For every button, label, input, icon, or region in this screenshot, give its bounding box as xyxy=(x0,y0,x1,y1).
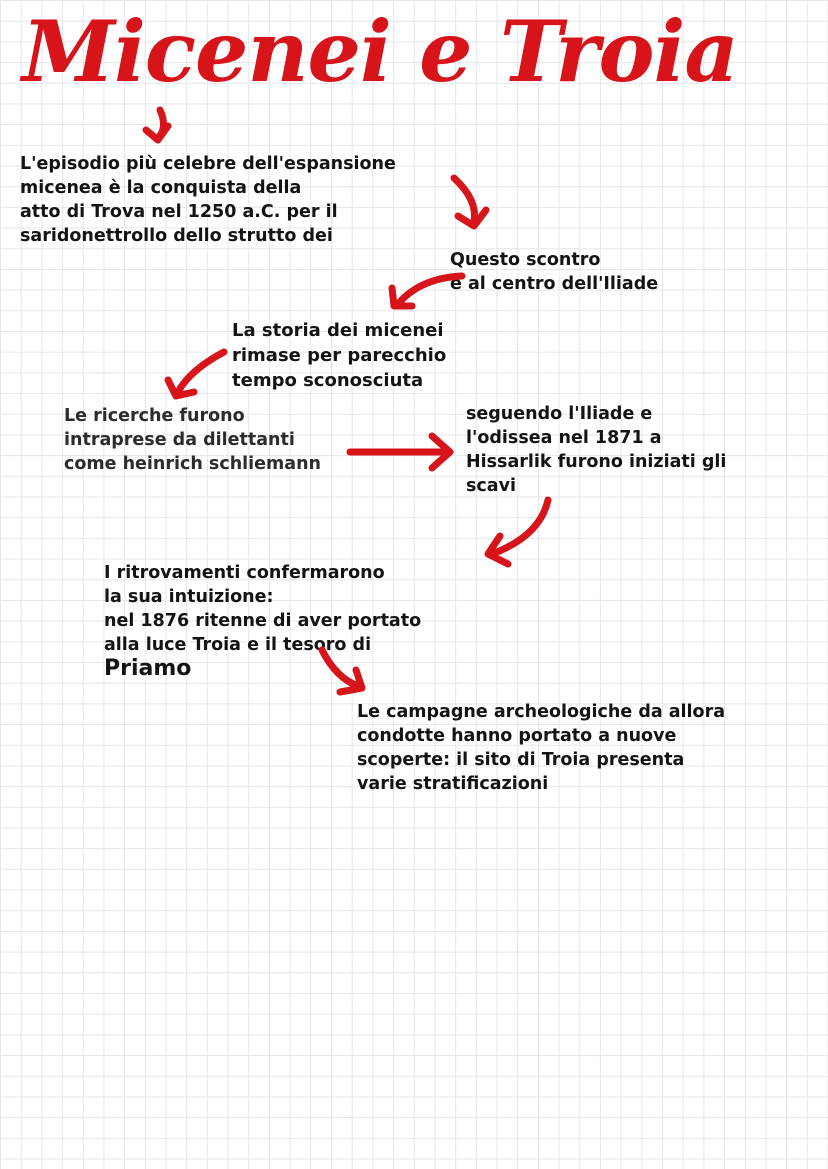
note-scontro: Questo scontro è al centro dell'Iliade xyxy=(450,250,659,294)
arrow-storia-to-ricerche xyxy=(168,352,224,396)
note-ritrovamenti-end: Priamo xyxy=(104,656,192,681)
arrow-scavi-to-ritrovamenti xyxy=(488,500,548,564)
note-campagne: Le campagne archeologiche da allora condotte hanno portato a nuove scoperte: il sito di Troia presenta varie stratificazioni xyxy=(357,702,726,794)
arrow-ricerche-to-scavi xyxy=(350,436,450,468)
arrow-ritrovamenti-to-campagne xyxy=(322,650,362,692)
note-scavi: seguendo l'Iliade e l'odissea nel 1871 a Hissarlik furono iniziati gli scavi xyxy=(466,404,727,496)
arrow-scontro-to-storia xyxy=(392,276,462,306)
arrow-to-scontro xyxy=(454,178,486,226)
note-espansione: L'episodio più celebre dell'espansione micenea è la conquista della atto di Trova nel 1250 a.C. per il saridonettrollo dello strutto dei xyxy=(20,154,396,246)
note-ricerche: Le ricerche furono intraprese da dilettanti come heinrich schliemann xyxy=(64,406,322,474)
page-title: Micenei e Troia xyxy=(22,2,738,101)
arrow-title-down xyxy=(146,110,168,140)
note-ritrovamenti-text: I ritrovamenti confermarono la sua intuizione: nel 1876 ritenne di aver portato alla luce Troia e il tesoro di xyxy=(104,563,422,655)
note-storia: La storia dei micenei rimase per parecchio tempo sconosciuta xyxy=(232,320,447,391)
